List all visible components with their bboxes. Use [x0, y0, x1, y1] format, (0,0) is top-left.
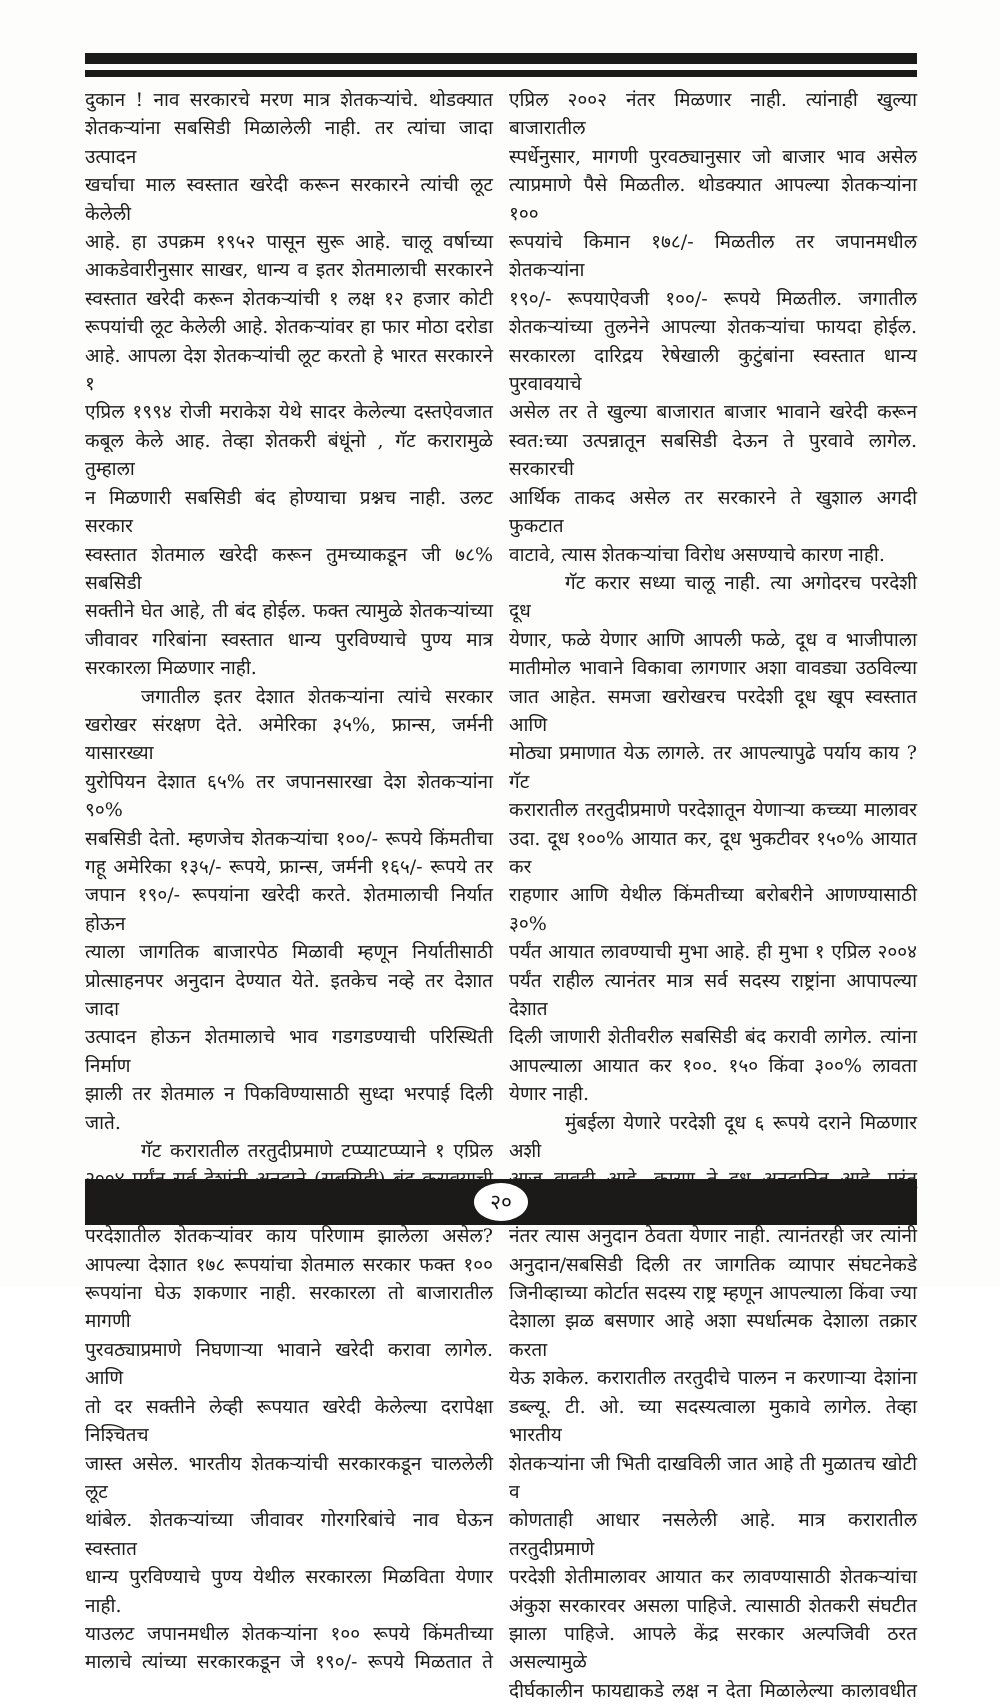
text-line: देशाला झळ बसणार आहे अशा स्पर्धात्मक देशाला तक्रार करता — [509, 1310, 917, 1361]
text-line: त्याला जागतिक बाजारपेठ मिळावी म्हणून निर्यातीसाठी — [85, 941, 493, 964]
text-line: तो दर सक्तीने लेव्ही रूपयात खरेदी केलेल्या दरापेक्षा निश्चितच — [85, 1395, 493, 1447]
text-line: सरकारला दारिद्रय रेषेखाली कुटुंबांना स्वस्तात धान्य पुरवावयाचे — [509, 344, 917, 396]
text-line: आर्थिक ताकद असेल तर सरकारने ते खुशाल अगदी फुकटात — [509, 486, 917, 538]
text-line: सक्तीने घेत आहे, ती बंद होईल. फक्त त्यामुळे शेतकऱ्यांच्या — [85, 600, 493, 623]
text-line: अंकुश सरकारवर असला पाहिजे. त्यासाठी शेतकरी संघटीत — [509, 1594, 917, 1617]
text-line: याउलट जपानमधील शेतकऱ्यांना १०० रूपये किंमतीच्या — [85, 1622, 493, 1645]
text-line: मुंबईला येणारे परदेशी दूध ६ रूपये दराने मिळणार अशी — [509, 1111, 917, 1163]
text-line: स्वस्तात खरेदी करून शेतकऱ्यांची १ लक्ष १२ हजार कोटी — [85, 287, 493, 310]
text-line: स्पर्धेनुसार, मागणी पुरवठ्यानुसार जो बाजार भाव असेल — [509, 145, 917, 168]
text-line: कबूल केले आह. तेव्हा शेतकरी बंधूंनो , गॅट करारामुळे तुम्हाला — [85, 429, 493, 481]
paragraph — [509, 569, 917, 1109]
text-line: नंतर त्यास अनुदान ठेवता येणार नाही. त्यानंतरही जर त्यांनी — [509, 1225, 917, 1248]
text-line: परदेशी शेतीमालावर आयात कर लावण्यासाठी शेतकऱ्यांचा — [509, 1566, 917, 1589]
text-line: रूपयांचे किमान १७८/- मिळतील तर जपानमधील शेतकऱ्यांना — [509, 231, 917, 282]
text-line: मातीमोल भावाने विकावा लागणार अशा वावड्या उठविल्या — [509, 657, 917, 680]
text-line: जगातील इतर देशात शेतकऱ्यांना त्यांचे सरकार — [141, 685, 493, 708]
text-line: उदा. दूध १००% आयात कर, दूध भुकटीवर १५०% आयात कर — [509, 827, 917, 878]
text-line: गहू अमेरिका १३५/- रूपये, फ्रान्स, जर्मनी १६५/- रूपये तर — [85, 855, 493, 878]
text-line: न मिळणारी सबसिडी बंद होण्याचा प्रश्नच नाही. उलट सरकार — [85, 486, 493, 538]
text-line: दिली जाणारी शेतीवरील सबसिडी बंद करावी लागेल. त्यांना — [509, 1026, 917, 1049]
top-rule-thin — [85, 70, 917, 77]
text-line: १९०/- रूपयाऐवजी १००/- रूपये मिळतील. जगातील — [509, 287, 917, 310]
text-line: कोणताही आधार नसलेली आहे. मात्र करारातील तरतुदीप्रमाणे — [509, 1509, 917, 1560]
text-line: पर्यंत राहील त्यानंतर मात्र सर्व सदस्य राष्ट्रांना आपापल्या देशात — [509, 969, 917, 1020]
page-number-badge — [474, 1183, 528, 1221]
paragraph — [85, 86, 493, 683]
text-line: आहे. हा उपक्रम १९५२ पासून सुरू आहे. चालू वर्षाच्या — [85, 231, 493, 254]
text-line: वाटावे, त्यास शेतकऱ्यांचा विरोध असण्याचे कारण नाही. — [509, 543, 885, 566]
text-line: करारातील तरतुदीप्रमाणे परदेशातून येणाऱ्या कच्च्या मालावर — [509, 799, 917, 822]
text-line: पर्यंत आयात लावण्याची मुभा आहे. ही मुभा १ एप्रिल २००४ — [509, 941, 917, 964]
top-rule-thick — [85, 53, 917, 64]
text-line: युरोपियन देशात ६५% तर जपानसारखा देश शेतकऱ्यांना ९०% — [85, 770, 493, 822]
text-line: पुरवठ्याप्रमाणे निघणाऱ्या भावाने खरेदी करावा लागेल. आणि — [85, 1338, 493, 1390]
text-line: असेल तर ते खुल्या बाजारात बाजार भावाने खरेदी करून — [509, 401, 917, 424]
text-line: गॅट करारातील तरतुदीप्रमाणे टप्प्याटप्प्याने १ एप्रिल — [141, 1140, 493, 1163]
text-line: मालाचे त्यांच्या सरकारकडून जे १९०/- रूपये मिळतात ते — [85, 1651, 493, 1674]
text-line: धान्य पुरविण्याचे पुण्य येथील सरकारला मिळविता येणार नाही. — [85, 1566, 493, 1617]
text-line: गॅट करार सध्या चालू नाही. त्या अगोदरच परदेशी दूध — [509, 571, 917, 623]
text-line: डब्ल्यू. टी. ओ. च्या सदस्यत्वाला मुकावे लागेल. तेव्हा भारतीय — [509, 1395, 917, 1447]
text-line: जास्त असेल. भारतीय शेतकऱ्यांची सरकारकडून चाललेली लूट — [85, 1452, 493, 1503]
text-line: थांबेल. शेतकऱ्यांच्या जीवावर गोरगरिबांचे नाव घेऊन स्वस्तात — [85, 1509, 493, 1560]
text-line: सरकारला मिळणार नाही. — [85, 657, 257, 680]
text-line: झाली तर शेतमाल न पिकविण्यासाठी सुध्दा भरपाई दिली जाते. — [85, 1083, 493, 1134]
text-line: जीवावर गरिबांना स्वस्तात धान्य पुरविण्याचे पुण्य मात्र — [85, 628, 493, 651]
text-line: त्याप्रमाणे पैसे मिळतील. थोडक्यात आपल्या शेतकऱ्यांना १०० — [509, 174, 917, 225]
text-line: आहे. आपला देश शेतकऱ्यांची लूट करतो हे भारत सरकारने १ — [85, 344, 493, 396]
text-line: आपल्या देशात १७८ रूपयांचा शेतमाल सरकार फक्त १०० — [85, 1253, 493, 1276]
text-line: झाला पाहिजे. आपले केंद्र सरकार अल्पजिवी ठरत असल्यामुळे — [509, 1622, 917, 1674]
text-columns — [85, 86, 917, 1705]
text-line: खर्चाचा माल स्वस्तात खरेदी करून सरकारने त्यांची लूट केलेली — [85, 174, 493, 225]
text-line: येऊ शकेल. करारातील तरतुदीचे पालन न करणाऱ्या देशांना — [509, 1367, 917, 1390]
text-line: रूपयांना घेऊ शकणार नाही. सरकारला तो बाजारातील मागणी — [85, 1282, 493, 1333]
paragraph — [85, 683, 493, 1138]
text-line: रूपयांची लूट केलेली आहे. शेतकऱ्यांवर हा फार मोठा दरोडा — [85, 316, 493, 339]
text-line: राहणार आणि येथील किंमतीच्या बरोबरीने आणण्यासाठी ३०% — [509, 884, 917, 935]
text-line: स्वत:च्या उत्पन्नातून सबसिडी देऊन ते पुरवावे लागेल. सरकारची — [509, 429, 917, 481]
text-line: जिनीव्हाच्या कोर्टात सदस्य राष्ट्र म्हणून आपल्याला किंवा ज्या — [509, 1282, 917, 1305]
text-line: दुकान ! नाव सरकारचे मरण मात्र शेतकऱ्यांचे. थोडक्यात — [85, 89, 493, 111]
footer-bar — [85, 1179, 917, 1225]
text-line: आपल्याला आयात कर १००. १५० किंवा ३००% लावता — [509, 1054, 917, 1077]
text-line: परदेशातील शेतकऱ्यांवर काय परिणाम झालेला असेल? — [85, 1225, 493, 1248]
text-line: खरोखर संरक्षण देते. अमेरिका ३५%, फ्रान्स, जर्मनी यासारख्या — [85, 713, 493, 765]
left-column — [85, 86, 493, 1705]
text-line: उत्पादन होऊन शेतमालाचे भाव गडगडण्याची परिस्थिती निर्माण — [85, 1026, 493, 1077]
paragraph — [509, 86, 917, 569]
text-line: अनुदान/सबसिडी दिली तर जागतिक व्यापार संघटनेकडे — [509, 1253, 917, 1276]
text-line: जपान १९०/- रूपयांना खरेदी करते. शेतमालाची निर्यात होऊन — [85, 884, 493, 935]
right-column — [509, 86, 917, 1705]
text-line: शेतकऱ्यांना जी भिती दाखविली जात आहे ती मुळातच खोटी व — [509, 1452, 917, 1503]
text-line: जात आहेत. समजा खरोखरच परदेशी दूध खूप स्वस्तात आणि — [509, 685, 917, 736]
text-line: आकडेवारीनुसार साखर, धान्य व इतर शेतमालाची सरकारने — [85, 259, 493, 282]
text-line: मोठ्या प्रमाणात येऊ लागले. तर आपल्यापुढे पर्याय काय ? गॅट — [509, 742, 917, 793]
text-line: येणार, फळे येणार आणि आपली फळे, दूध व भाजीपाला — [509, 628, 917, 651]
text-line: शेतकऱ्यांना सबसिडी मिळालेली नाही. तर त्यांचा जादा उत्पादन — [85, 117, 493, 168]
page-number: २० — [490, 1190, 512, 1214]
text-line: स्वस्तात शेतमाल खरेदी करून तुमच्याकडून जी ७८% सबसिडी — [85, 543, 493, 594]
text-line: शेतकऱ्यांच्या तुलनेने आपल्या शेतकऱ्यांचा फायदा होईल. — [509, 316, 917, 339]
text-line: दीर्घकालीन फायद्याकडे लक्ष न देता मिळालेल्या कालावधीत — [509, 1679, 917, 1702]
text-line: एप्रिल २००२ नंतर मिळणार नाही. त्यांनाही खुल्या बाजारातील — [509, 89, 917, 140]
text-line: एप्रिल १९९४ रोजी मराकेश येथे सादर केलेल्या दस्तऐवजात — [85, 401, 493, 424]
text-line: येणार नाही. — [509, 1083, 590, 1106]
text-line: प्रोत्साहनपर अनुदान देण्यात येते. इतकेच नव्हे तर देशात जादा — [85, 969, 493, 1020]
text-line: सबसिडी देतो. म्हणजेच शेतकऱ्यांचा १००/- रूपये किंमतीचा — [85, 827, 493, 850]
